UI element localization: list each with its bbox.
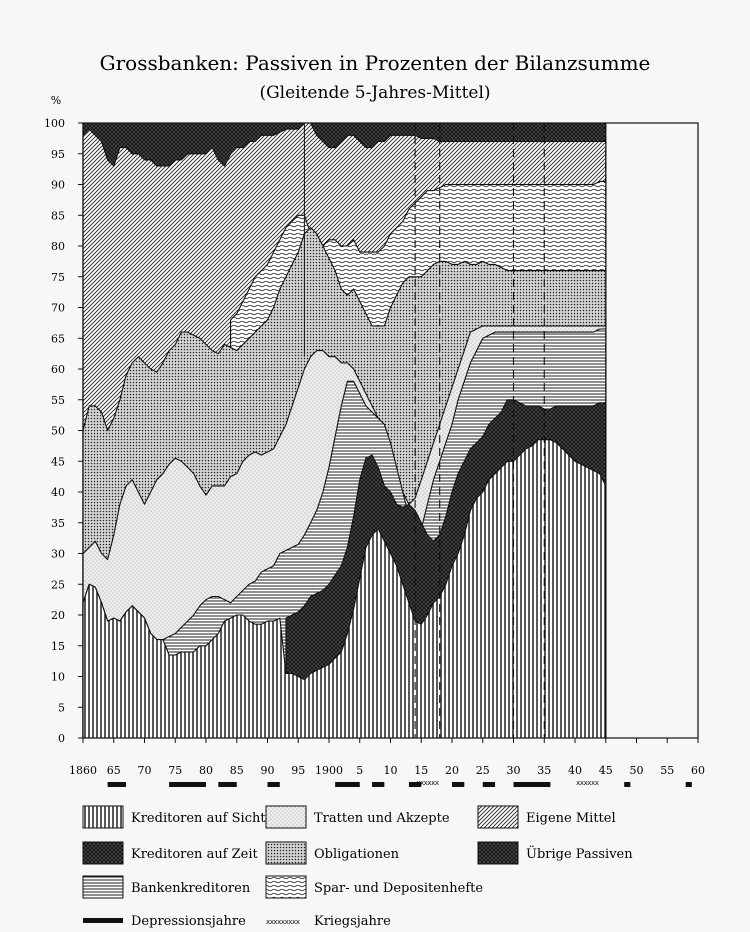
- y-tick-label: 90: [51, 178, 65, 192]
- depression-bar: [452, 782, 464, 787]
- chart-subtitle: (Gleitende 5-Jahres-Mittel): [259, 83, 491, 103]
- y-axis-label: %: [50, 94, 62, 107]
- y-tick-label: 5: [58, 701, 65, 715]
- depression-bar: [169, 782, 206, 787]
- legend-swatch-eigene-mittel: [478, 806, 518, 828]
- legend-swatch-tratten-und-akzepte: [266, 806, 306, 828]
- legend-label-uebrige-passiven: Übrige Passiven: [526, 847, 633, 862]
- legend-swatch-spar-und-depositenhefte: [266, 876, 306, 898]
- y-tick-label: 35: [51, 516, 65, 530]
- x-tick-label: 30: [506, 764, 521, 777]
- y-tick-label: 40: [51, 486, 65, 499]
- war-marker: xxxxxx: [416, 779, 439, 787]
- y-tick-label: 50: [51, 424, 65, 438]
- depression-bar: [624, 782, 630, 787]
- x-ticks: [69, 738, 705, 777]
- x-tick-label: 1860: [69, 764, 97, 777]
- depression-bar: [514, 782, 551, 787]
- x-tick-label: 50: [629, 764, 644, 777]
- legend-label-kreditoren-auf-sicht: Kreditoren auf Sicht: [131, 811, 266, 826]
- x-tick-label: 80: [199, 764, 213, 777]
- x-tick-label: 20: [445, 764, 459, 777]
- legend-label-obligationen: Obligationen: [314, 847, 400, 862]
- legend-label-depressionsjahre: Depressionsjahre: [131, 914, 246, 929]
- legend-swatch-uebrige-passiven: [478, 842, 518, 864]
- legend-label-kriegsjahre: Kriegsjahre: [314, 914, 391, 929]
- x-tick-label: 65: [106, 764, 121, 777]
- y-tick-label: 95: [51, 147, 65, 161]
- y-tick-label: 85: [51, 209, 65, 223]
- y-tick-label: 65: [51, 332, 65, 346]
- y-tick-label: 30: [51, 547, 65, 561]
- legend-label-spar-und-depositenhefte: Spar- und Depositenhefte: [314, 881, 484, 896]
- depression-bar: [372, 782, 384, 787]
- legend-label-tratten-und-akzepte: Tratten und Akzepte: [314, 811, 450, 826]
- y-tick-label: 60: [51, 363, 65, 376]
- legend-swatch-bankenkreditoren: [83, 876, 123, 898]
- legend-swatch-kreditoren-auf-zeit: [83, 842, 123, 864]
- x-tick-label: 75: [168, 764, 183, 777]
- legend-swatch-obligationen: [266, 842, 306, 864]
- depression-bar: [483, 782, 495, 787]
- x-tick-label: 1900: [315, 764, 343, 777]
- depression-bar: [268, 782, 280, 787]
- legend-label-bankenkreditoren: Bankenkreditoren: [131, 881, 251, 896]
- legend-depression-marker: [83, 918, 123, 923]
- depression-bar: [335, 782, 360, 787]
- y-ticks: [44, 117, 83, 745]
- x-tick-label: 60: [691, 764, 705, 777]
- legend-swatch-kreditoren-auf-sicht: [83, 806, 123, 828]
- x-tick-label: 40: [568, 764, 582, 777]
- y-tick-label: 70: [51, 301, 65, 315]
- x-tick-label: 55: [660, 764, 675, 777]
- legend-label-kreditoren-auf-zeit: Kreditoren auf Zeit: [131, 847, 258, 862]
- legend: [83, 806, 633, 929]
- y-tick-label: 55: [51, 393, 65, 407]
- depression-bar: [686, 782, 692, 787]
- x-tick-label: 95: [291, 764, 306, 777]
- x-tick-label: 10: [383, 764, 398, 777]
- x-tick-label: 35: [537, 764, 552, 777]
- legend-label-eigene-mittel: Eigene Mittel: [526, 811, 616, 826]
- x-tick-label: 25: [475, 764, 490, 777]
- y-tick-label: 20: [51, 609, 65, 622]
- y-tick-label: 100: [44, 117, 65, 130]
- y-tick-label: 25: [51, 578, 65, 592]
- depression-bar: [108, 782, 126, 787]
- x-tick-label: 90: [260, 764, 275, 777]
- war-marker: xxxxxx: [576, 779, 599, 787]
- x-tick-label: 70: [137, 764, 152, 777]
- x-tick-label: 85: [229, 764, 244, 777]
- y-tick-label: 75: [51, 270, 65, 284]
- legend-war-marker: xxxxxxxxx: [266, 918, 300, 926]
- x-tick-label: 5: [356, 764, 364, 777]
- y-tick-label: 80: [51, 240, 65, 253]
- y-tick-label: 0: [58, 732, 65, 745]
- area-layers: [83, 123, 606, 738]
- depression-bar: [218, 782, 236, 787]
- y-tick-label: 45: [51, 455, 65, 469]
- period-markers: [108, 779, 692, 787]
- y-tick-label: 15: [51, 639, 65, 653]
- chart-title: Grossbanken: Passiven in Prozenten der Bilanzsumme: [99, 51, 651, 75]
- y-tick-label: 10: [51, 670, 65, 684]
- x-tick-label: 15: [414, 764, 429, 777]
- x-tick-label: 45: [598, 764, 613, 777]
